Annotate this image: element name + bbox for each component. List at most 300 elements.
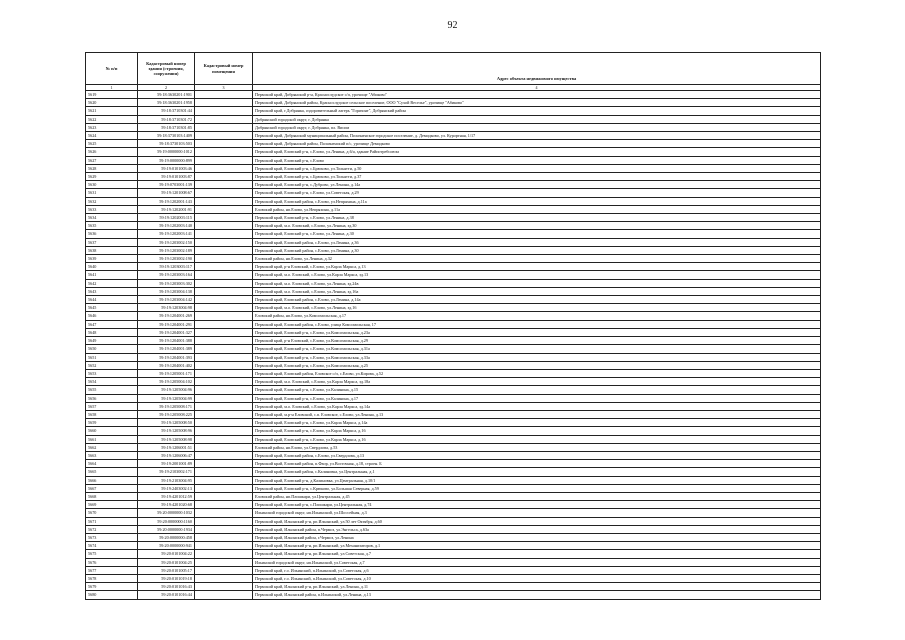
building-cadastral-number: 59:18:3730103:1409 bbox=[138, 132, 195, 140]
row-number: 5654 bbox=[86, 378, 138, 386]
building-cadastral-number: 59:19:1205008:50 bbox=[138, 419, 195, 427]
row-number: 5633 bbox=[86, 205, 138, 213]
property-address: Пермский край, Еловский р-н, с.Елово, ул.Карла Маркса, д.16 bbox=[253, 427, 821, 435]
row-number: 5658 bbox=[86, 410, 138, 418]
property-address: Пермский край, Еловский р-н, с.Крюково, ул.Большая Северная, д.59 bbox=[253, 484, 821, 492]
row-number: 5631 bbox=[86, 189, 138, 197]
room-cadastral-number bbox=[195, 460, 253, 468]
table-row bbox=[86, 525, 821, 533]
building-cadastral-number: 59:19:1204001:393 bbox=[138, 353, 195, 361]
column-index: 1 bbox=[86, 85, 138, 91]
table-row bbox=[86, 214, 821, 222]
table-row bbox=[86, 484, 821, 492]
room-cadastral-number bbox=[195, 181, 253, 189]
room-cadastral-number bbox=[195, 271, 253, 279]
row-number: 5653 bbox=[86, 369, 138, 377]
row-number: 5659 bbox=[86, 419, 138, 427]
building-cadastral-number: 59:19:1205008:96 bbox=[138, 427, 195, 435]
building-cadastral-number: 59:19:1203003:164 bbox=[138, 271, 195, 279]
room-cadastral-number bbox=[195, 345, 253, 353]
table-row bbox=[86, 238, 821, 246]
row-number: 5651 bbox=[86, 353, 138, 361]
row-number: 5624 bbox=[86, 132, 138, 140]
building-cadastral-number: 59:19:1205001:171 bbox=[138, 369, 195, 377]
room-cadastral-number bbox=[195, 419, 253, 427]
building-cadastral-number: 59:19:2001001:89 bbox=[138, 460, 195, 468]
building-cadastral-number: 59:20:0101016:44 bbox=[138, 591, 195, 599]
building-cadastral-number: 59:19:1205004:96 bbox=[138, 386, 195, 394]
table-row bbox=[86, 312, 821, 320]
room-cadastral-number bbox=[195, 492, 253, 500]
room-cadastral-number bbox=[195, 525, 253, 533]
property-address: Пермский край, Еловский р-н, с.Елово, ул.Советская, д.29 bbox=[253, 189, 821, 197]
row-number: 5639 bbox=[86, 255, 138, 263]
table-row bbox=[86, 378, 821, 386]
row-number: 5657 bbox=[86, 402, 138, 410]
table-row bbox=[86, 263, 821, 271]
row-number: 5648 bbox=[86, 328, 138, 336]
property-address: Пермский край, м.о. Еловский, с.Елово, ул.Ленина, зд.30 bbox=[253, 222, 821, 230]
table-row bbox=[86, 287, 821, 295]
property-address: Пермский край, Еловский р-н, с.Брюхово, ул.Тольятти, д.50 bbox=[253, 164, 821, 172]
room-cadastral-number bbox=[195, 386, 253, 394]
property-address: Пермский край, Еловский р-н, с.Елово, ул.Комсомольская, д.25 bbox=[253, 361, 821, 369]
property-address: Еловский район, нп.Плишкари, ул.Центральная, д.45 bbox=[253, 492, 821, 500]
row-number: 5672 bbox=[86, 525, 138, 533]
row-number: 5623 bbox=[86, 123, 138, 131]
room-cadastral-number bbox=[195, 214, 253, 222]
room-cadastral-number bbox=[195, 484, 253, 492]
table-row bbox=[86, 419, 821, 427]
property-registry-table bbox=[85, 52, 821, 600]
building-cadastral-number: 59:19:1203003:117 bbox=[138, 263, 195, 271]
row-number: 5643 bbox=[86, 287, 138, 295]
building-cadastral-number: 59:20:0101004:22 bbox=[138, 550, 195, 558]
table-row bbox=[86, 279, 821, 287]
building-cadastral-number: 59:18:3730103:503 bbox=[138, 140, 195, 148]
building-cadastral-number: 59:19:2103002:171 bbox=[138, 468, 195, 476]
building-cadastral-number: 59:20:0101005:17 bbox=[138, 566, 195, 574]
row-number: 5622 bbox=[86, 115, 138, 123]
property-address: Пермский край, Еловский район, с.Елово, ул.Ленина, д.30 bbox=[253, 246, 821, 254]
table-row bbox=[86, 345, 821, 353]
room-cadastral-number bbox=[195, 591, 253, 599]
row-number: 5663 bbox=[86, 451, 138, 459]
property-address: Пермский край, Ильинский р-н, рп.Ильинский, ул.Механизаторов, д.1 bbox=[253, 542, 821, 550]
row-number: 5667 bbox=[86, 484, 138, 492]
room-cadastral-number bbox=[195, 501, 253, 509]
building-cadastral-number: 59:19:2103004:95 bbox=[138, 476, 195, 484]
header-building-cadastral: Кадастровый номер здания (строения, сооружения) bbox=[138, 53, 195, 85]
table-row bbox=[86, 255, 821, 263]
room-cadastral-number bbox=[195, 164, 253, 172]
room-cadastral-number bbox=[195, 574, 253, 582]
room-cadastral-number bbox=[195, 173, 253, 181]
room-cadastral-number bbox=[195, 378, 253, 386]
table-row bbox=[86, 476, 821, 484]
room-cadastral-number bbox=[195, 443, 253, 451]
property-address: Пермский край, м.р-н Еловский, с.п. Еловское, с.Елово, ул.Ленина, д.13 bbox=[253, 410, 821, 418]
building-cadastral-number: 59:19:4201012:59 bbox=[138, 492, 195, 500]
row-number: 5666 bbox=[86, 476, 138, 484]
property-address: Пермский край, Еловский р-н, с.Елово, ул.Ленина, д.6/а, здание Райпотребсоюза bbox=[253, 148, 821, 156]
table-row bbox=[86, 427, 821, 435]
table-row bbox=[86, 164, 821, 172]
room-cadastral-number bbox=[195, 533, 253, 541]
room-cadastral-number bbox=[195, 435, 253, 443]
room-cadastral-number bbox=[195, 509, 253, 517]
column-index: 2 bbox=[138, 85, 195, 91]
building-cadastral-number: 59:19:1204001:402 bbox=[138, 361, 195, 369]
row-number: 5638 bbox=[86, 246, 138, 254]
room-cadastral-number bbox=[195, 230, 253, 238]
row-number: 5661 bbox=[86, 435, 138, 443]
row-number: 5647 bbox=[86, 320, 138, 328]
room-cadastral-number bbox=[195, 287, 253, 295]
table-row bbox=[86, 296, 821, 304]
room-cadastral-number bbox=[195, 361, 253, 369]
room-cadastral-number bbox=[195, 402, 253, 410]
property-address: Пермский край, Ильинский р-н, рп.Ильинский, ул.Ленина, д.11 bbox=[253, 583, 821, 591]
row-number: 5652 bbox=[86, 361, 138, 369]
row-number: 5664 bbox=[86, 460, 138, 468]
property-address: Еловский район, нп.Елово, ул.Свердлова, д.53 bbox=[253, 443, 821, 451]
property-address: Добрянский городской округ, г. Добрянка bbox=[253, 115, 821, 123]
table-row bbox=[86, 337, 821, 345]
property-address: Пермский край, Добрянский район, Краснослудское сельское поселение, ООО "Сухой Веселье", урочище "Абиково" bbox=[253, 99, 821, 107]
table-row bbox=[86, 189, 821, 197]
property-address: Пермский край, Ильинский р-н, рп.Ильинский, ул.Советская, д.7 bbox=[253, 550, 821, 558]
property-address: Пермский край, Еловский р-н, с.Дуброво, ул.Ленина, д.14а bbox=[253, 181, 821, 189]
room-cadastral-number bbox=[195, 558, 253, 566]
row-number: 5629 bbox=[86, 173, 138, 181]
property-address: Пермский край, м.о. Еловский, с.Елово, ул.Карла Маркса, зд.18а bbox=[253, 378, 821, 386]
building-cadastral-number: 59:20:0000000:1160 bbox=[138, 517, 195, 525]
room-cadastral-number bbox=[195, 91, 253, 99]
property-address: Пермский край, Еловский район, п.Фаор, ул.Восточная, д.18, строен. Б bbox=[253, 460, 821, 468]
building-cadastral-number: 59:19:1203004:98 bbox=[138, 304, 195, 312]
building-cadastral-number: 59:19:0000000:899 bbox=[138, 156, 195, 164]
table-row bbox=[86, 222, 821, 230]
building-cadastral-number: 59:19:0101003:87 bbox=[138, 173, 195, 181]
building-cadastral-number: 59:19:4201020:68 bbox=[138, 501, 195, 509]
table-row bbox=[86, 91, 821, 99]
table-row bbox=[86, 173, 821, 181]
table-row bbox=[86, 394, 821, 402]
row-number: 5627 bbox=[86, 156, 138, 164]
room-cadastral-number bbox=[195, 566, 253, 574]
room-cadastral-number bbox=[195, 468, 253, 476]
property-address: Пермский край, Еловский район, с.Елово, улица Комсомольская, 17 bbox=[253, 320, 821, 328]
building-cadastral-number: 59:19:1202001:91 bbox=[138, 205, 195, 213]
table-row bbox=[86, 115, 821, 123]
table-row bbox=[86, 230, 821, 238]
row-number: 5621 bbox=[86, 107, 138, 115]
row-number: 5677 bbox=[86, 566, 138, 574]
property-address: Пермский край, Добрянский муниципальный район, Полазненское городское поселение, д. Демидково, ул. Курортная, 1/17 bbox=[253, 132, 821, 140]
room-cadastral-number bbox=[195, 107, 253, 115]
room-cadastral-number bbox=[195, 328, 253, 336]
room-cadastral-number bbox=[195, 394, 253, 402]
property-address: Пермский край, Еловский район, с.Калиновка, ул.Центральная, д.1 bbox=[253, 468, 821, 476]
table-row bbox=[86, 468, 821, 476]
table-row bbox=[86, 353, 821, 361]
row-number: 5637 bbox=[86, 238, 138, 246]
room-cadastral-number bbox=[195, 304, 253, 312]
row-number: 5673 bbox=[86, 533, 138, 541]
table-row bbox=[86, 99, 821, 107]
room-cadastral-number bbox=[195, 140, 253, 148]
building-cadastral-number: 59:19:1202003:141 bbox=[138, 230, 195, 238]
table-row bbox=[86, 533, 821, 541]
property-address: Пермский край, Добрянский р-н, Краснослудское с/п, урочище "Абиково" bbox=[253, 91, 821, 99]
row-number: 5641 bbox=[86, 271, 138, 279]
row-number: 5671 bbox=[86, 517, 138, 525]
building-cadastral-number: 59:19:1201008:67 bbox=[138, 189, 195, 197]
row-number: 5644 bbox=[86, 296, 138, 304]
row-number: 5679 bbox=[86, 583, 138, 591]
property-address: Пермский край, Еловский район, Еловское с/п, с.Елово, ул.Кирова, д.52 bbox=[253, 369, 821, 377]
table-row bbox=[86, 386, 821, 394]
row-number: 5635 bbox=[86, 222, 138, 230]
row-number: 5620 bbox=[86, 99, 138, 107]
property-address: Пермский край, Еловский район, с.Елово, ул.Непряхина, д.11а bbox=[253, 197, 821, 205]
building-cadastral-number: 59:19:1203004:138 bbox=[138, 287, 195, 295]
building-cadastral-number: 59:19:1205008:171 bbox=[138, 402, 195, 410]
table-row bbox=[86, 246, 821, 254]
room-cadastral-number bbox=[195, 312, 253, 320]
property-address: Пермский край, м.о. Еловский, с.Елово, ул.Ленина, зд.24в bbox=[253, 279, 821, 287]
column-index: 4 bbox=[253, 85, 821, 91]
building-cadastral-number: 59:19:1206006:47 bbox=[138, 451, 195, 459]
property-address: Ильинский городской округ, нп.Ильинский, ул.Советская, д.7 bbox=[253, 558, 821, 566]
table-row bbox=[86, 304, 821, 312]
room-cadastral-number bbox=[195, 542, 253, 550]
room-cadastral-number bbox=[195, 205, 253, 213]
row-number: 5656 bbox=[86, 394, 138, 402]
row-number: 5662 bbox=[86, 443, 138, 451]
building-cadastral-number: 59:19:1203002:189 bbox=[138, 246, 195, 254]
row-number: 5619 bbox=[86, 91, 138, 99]
room-cadastral-number bbox=[195, 115, 253, 123]
building-cadastral-number: 59:19:1202003:140 bbox=[138, 222, 195, 230]
table-row bbox=[86, 501, 821, 509]
building-cadastral-number: 59:19:1204001:327 bbox=[138, 328, 195, 336]
room-cadastral-number bbox=[195, 246, 253, 254]
property-address: Добрянский городской округ, г. Добрянка, пл. Висим bbox=[253, 123, 821, 131]
property-address: Пермский край, Добрянский район, Полазненский п/с, урочище Демидково bbox=[253, 140, 821, 148]
page-number: 92 bbox=[447, 20, 458, 31]
building-cadastral-number: 59:19:2403002:13 bbox=[138, 484, 195, 492]
room-cadastral-number bbox=[195, 583, 253, 591]
building-cadastral-number: 59:18:3710301:44 bbox=[138, 107, 195, 115]
property-address: Пермский край, Ильинский район, п.Чермоз, ул.Энгельса, д.63а bbox=[253, 525, 821, 533]
building-cadastral-number: 59:18:3710301:85 bbox=[138, 123, 195, 131]
building-cadastral-number: 59:20:0101019:18 bbox=[138, 574, 195, 582]
table-row bbox=[86, 509, 821, 517]
room-cadastral-number bbox=[195, 263, 253, 271]
property-address: Пермский край, Еловский р-н, с.Плишкари, ул.Центральная, д.74 bbox=[253, 501, 821, 509]
property-address: Пермский край, Ильинский район, г.Чермоз, ул.Ленина bbox=[253, 533, 821, 541]
row-number: 5634 bbox=[86, 214, 138, 222]
building-cadastral-number: 59:19:1203004:142 bbox=[138, 296, 195, 304]
table-header-row bbox=[86, 53, 821, 85]
property-address: Пермский край, Еловский р-н, с.Елово, ул.Комсомольская, д.33а bbox=[253, 353, 821, 361]
building-cadastral-number: 59:19:1202001:143 bbox=[138, 197, 195, 205]
property-address: Еловский район, нп.Елово, ул.Комсомольская, д.17 bbox=[253, 312, 821, 320]
row-number: 5674 bbox=[86, 542, 138, 550]
row-number: 5642 bbox=[86, 279, 138, 287]
row-number: 5636 bbox=[86, 230, 138, 238]
table-row bbox=[86, 542, 821, 550]
room-cadastral-number bbox=[195, 279, 253, 287]
row-number: 5628 bbox=[86, 164, 138, 172]
row-number: 5625 bbox=[86, 140, 138, 148]
property-address: Пермский край, Ильинский р-н, рп.Ильинский, ул.50 лет Октября, д.60 bbox=[253, 517, 821, 525]
building-cadastral-number: 59:20:0000000:941 bbox=[138, 542, 195, 550]
room-cadastral-number bbox=[195, 148, 253, 156]
property-address: Пермский край, Еловский р-н, с.Елово, ул.Калинина, д.17 bbox=[253, 394, 821, 402]
room-cadastral-number bbox=[195, 238, 253, 246]
building-cadastral-number: 59:19:1206001:51 bbox=[138, 443, 195, 451]
room-cadastral-number bbox=[195, 337, 253, 345]
room-cadastral-number bbox=[195, 255, 253, 263]
table-row bbox=[86, 460, 821, 468]
property-address: Пермский край, Еловский р-н, с.Елово, ул.Карла Маркса, д.14а bbox=[253, 419, 821, 427]
table-row bbox=[86, 402, 821, 410]
building-cadastral-number: 59:19:0000000:1012 bbox=[138, 148, 195, 156]
property-address: Пермский край, г.о. Ильинский, п.Ильинский, ул.Советская, д.10 bbox=[253, 574, 821, 582]
building-cadastral-number: 59:19:1203003:302 bbox=[138, 279, 195, 287]
building-cadastral-number: 59:19:1205008:98 bbox=[138, 435, 195, 443]
table-row bbox=[86, 369, 821, 377]
building-cadastral-number: 59:19:1204001:388 bbox=[138, 337, 195, 345]
table-row bbox=[86, 140, 821, 148]
row-number: 5626 bbox=[86, 148, 138, 156]
building-cadastral-number: 59:19:1205004:99 bbox=[138, 394, 195, 402]
room-cadastral-number bbox=[195, 132, 253, 140]
property-address: Еловский район, нп.Елово, ул.Ленина, д.32 bbox=[253, 255, 821, 263]
row-number: 5645 bbox=[86, 304, 138, 312]
room-cadastral-number bbox=[195, 296, 253, 304]
property-address: Пермский край, р-н Еловский, с.Елово, ул.Комсомольская, д.29 bbox=[253, 337, 821, 345]
property-address: Пермский край, Еловский р-н, с.Брюхово, ул.Тольятти, д.37 bbox=[253, 173, 821, 181]
row-number: 5676 bbox=[86, 558, 138, 566]
property-address: Пермский край, м.о. Еловский, с.Елово, ул.Ленина, зд.16 bbox=[253, 304, 821, 312]
header-address: Адрес объекта недвижимого имущества bbox=[253, 53, 821, 85]
room-cadastral-number bbox=[195, 123, 253, 131]
building-cadastral-number: 59:19:1203002:190 bbox=[138, 255, 195, 263]
building-cadastral-number: 59:19:1204001:269 bbox=[138, 312, 195, 320]
table-row bbox=[86, 517, 821, 525]
building-cadastral-number: 59:19:0101003:46 bbox=[138, 164, 195, 172]
property-address: Пермский край, г.о. Ильинский, п.Ильинский, ул.Советская, д.6 bbox=[253, 566, 821, 574]
property-address: Еловский район, нп.Елово, ул.Непряхина, д.11а bbox=[253, 205, 821, 213]
property-address: Пермский край, Еловский район, с.Елово, ул.Ленина, д.14а bbox=[253, 296, 821, 304]
table-row bbox=[86, 197, 821, 205]
room-cadastral-number bbox=[195, 189, 253, 197]
property-address: Пермский край, Еловский р-н, д.Калиновка, ул.Центральная, д.10/1 bbox=[253, 476, 821, 484]
table-row bbox=[86, 558, 821, 566]
property-address: Пермский край, Еловский район, с.Елово, ул.Свердлова, д.13 bbox=[253, 451, 821, 459]
table-row bbox=[86, 574, 821, 582]
row-number: 5670 bbox=[86, 509, 138, 517]
building-cadastral-number: 59:19:1204001:291 bbox=[138, 320, 195, 328]
property-address: Пермский край, Еловский район, с.Елово, ул.Ленина, д.36 bbox=[253, 238, 821, 246]
row-number: 5655 bbox=[86, 386, 138, 394]
building-cadastral-number: 59:19:1204001:389 bbox=[138, 345, 195, 353]
table-row bbox=[86, 123, 821, 131]
property-address: Пермский край, м.о. Еловский, с.Елово, ул.Карла Маркса, зд.14а bbox=[253, 402, 821, 410]
room-cadastral-number bbox=[195, 517, 253, 525]
property-address: Ильинский городской округ, нп.Ильинский, ул.Шоссейная, д.3 bbox=[253, 509, 821, 517]
table-row bbox=[86, 443, 821, 451]
room-cadastral-number bbox=[195, 369, 253, 377]
table-row bbox=[86, 583, 821, 591]
table-row bbox=[86, 320, 821, 328]
room-cadastral-number bbox=[195, 427, 253, 435]
table-row bbox=[86, 328, 821, 336]
table-row bbox=[86, 410, 821, 418]
header-room-cadastral: Кадастровый номер помещения bbox=[195, 53, 253, 85]
row-number: 5630 bbox=[86, 181, 138, 189]
building-cadastral-number: 59:18:3630201:1958 bbox=[138, 99, 195, 107]
room-cadastral-number bbox=[195, 197, 253, 205]
table-row bbox=[86, 271, 821, 279]
room-cadastral-number bbox=[195, 550, 253, 558]
row-number: 5680 bbox=[86, 591, 138, 599]
building-cadastral-number: 59:18:3630201:1901 bbox=[138, 91, 195, 99]
table-row bbox=[86, 550, 821, 558]
row-number: 5646 bbox=[86, 312, 138, 320]
property-address: Пермский край, Еловский р-н, с.Елово, ул.Калинина, д.15 bbox=[253, 386, 821, 394]
table-row bbox=[86, 107, 821, 115]
building-cadastral-number: 59:20:0000000:1934 bbox=[138, 525, 195, 533]
building-cadastral-number: 59:20:0101004:25 bbox=[138, 558, 195, 566]
property-address: Пермский край, г.Добрянка, оздоровительный лагерь "Горизонт", Добрянский район bbox=[253, 107, 821, 115]
row-number: 5675 bbox=[86, 550, 138, 558]
row-number: 5640 bbox=[86, 263, 138, 271]
table-row bbox=[86, 148, 821, 156]
table-row bbox=[86, 451, 821, 459]
building-cadastral-number: 59:19:1203002:150 bbox=[138, 238, 195, 246]
building-cadastral-number: 59:18:3710301:72 bbox=[138, 115, 195, 123]
property-address: Пермский край, Еловский р-н, с.Елово, ул.Комсомольская, д.31а bbox=[253, 345, 821, 353]
table-row bbox=[86, 205, 821, 213]
row-number: 5660 bbox=[86, 427, 138, 435]
room-cadastral-number bbox=[195, 451, 253, 459]
property-address: Пермский край, Ильинский район, п.Ильинский, ул.Ленина, д.13 bbox=[253, 591, 821, 599]
table-row bbox=[86, 591, 821, 599]
table-row bbox=[86, 156, 821, 164]
room-cadastral-number bbox=[195, 476, 253, 484]
property-address: Пермский край, Еловский р-н, с.Елово, ул.Ленина, д.30 bbox=[253, 230, 821, 238]
building-cadastral-number: 59:19:1202003:115 bbox=[138, 214, 195, 222]
room-cadastral-number bbox=[195, 99, 253, 107]
row-number: 5668 bbox=[86, 492, 138, 500]
room-cadastral-number bbox=[195, 156, 253, 164]
building-cadastral-number: 59:19:1205004:102 bbox=[138, 378, 195, 386]
row-number: 5632 bbox=[86, 197, 138, 205]
row-number: 5678 bbox=[86, 574, 138, 582]
property-address: Пермский край, Еловский р-н, с.Елово, ул.Карла Маркса, д.16 bbox=[253, 435, 821, 443]
table-row bbox=[86, 181, 821, 189]
row-number: 5665 bbox=[86, 468, 138, 476]
table-row bbox=[86, 435, 821, 443]
building-cadastral-number: 59:19:0703001:139 bbox=[138, 181, 195, 189]
room-cadastral-number bbox=[195, 410, 253, 418]
table-body bbox=[86, 91, 821, 600]
